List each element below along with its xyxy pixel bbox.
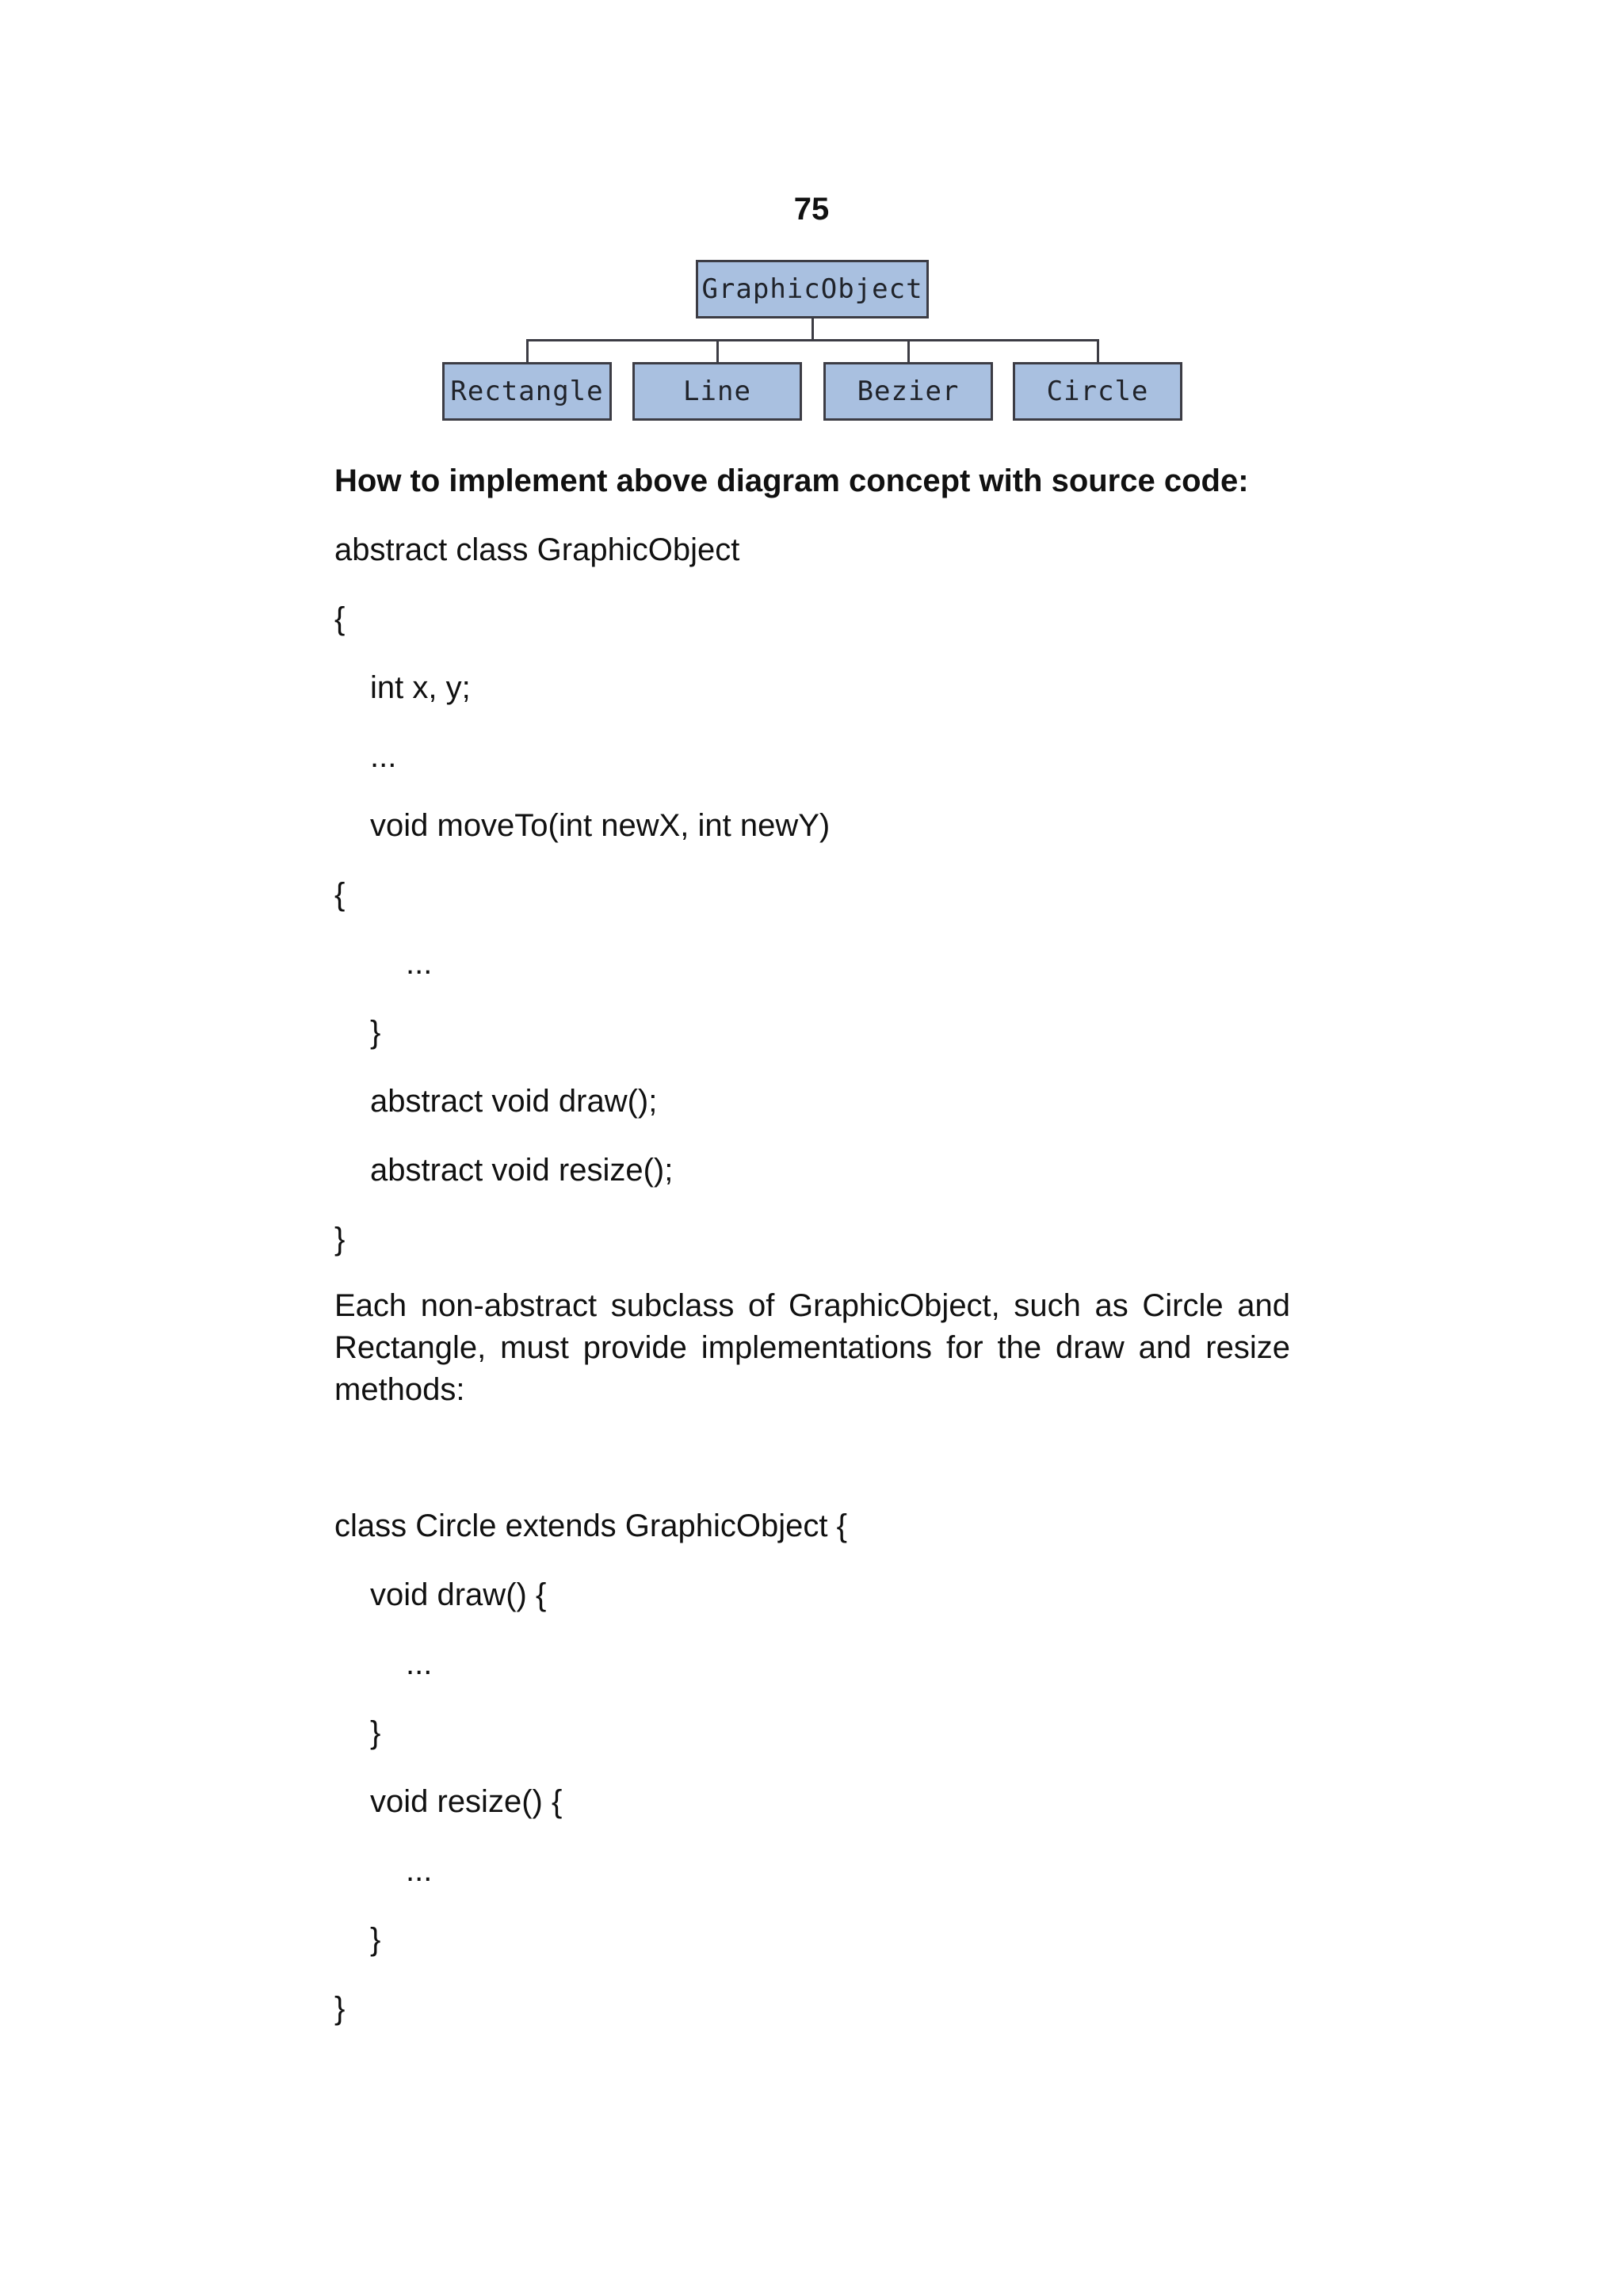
code-line: void draw() {: [370, 1577, 547, 1612]
code-line: ...: [406, 946, 433, 981]
code-line: }: [370, 1922, 381, 1957]
connector-circle: [1097, 339, 1099, 363]
connector-root-stem: [812, 317, 814, 341]
connector-rectangle: [526, 339, 529, 363]
code-line: ...: [406, 1646, 433, 1681]
code-line: void moveTo(int newX, int newY): [370, 808, 831, 843]
code-line: int x, y;: [370, 670, 471, 705]
code-line: ...: [406, 1853, 433, 1888]
section-heading: How to implement above diagram concept with source code:: [334, 463, 1249, 498]
code-line: {: [334, 601, 346, 636]
code-line: }: [334, 1991, 346, 2026]
code-line: class Circle extends GraphicObject {: [334, 1508, 847, 1543]
node-line: Line: [632, 362, 802, 421]
page-number: 75: [793, 192, 830, 227]
code-line: abstract class GraphicObject: [334, 532, 740, 567]
node-bezier: Bezier: [823, 362, 993, 421]
code-line: abstract void draw();: [370, 1084, 658, 1119]
code-line: {: [334, 877, 346, 912]
code-line: void resize() {: [370, 1784, 563, 1819]
connector-line: [716, 339, 719, 363]
code-line: abstract void resize();: [370, 1153, 674, 1188]
connector-horizontal-bar: [526, 339, 1098, 341]
code-line: }: [370, 1715, 381, 1750]
code-line: }: [334, 1222, 346, 1257]
class-hierarchy-diagram: [0, 0, 1623, 444]
node-rectangle: Rectangle: [442, 362, 612, 421]
node-graphicobject: GraphicObject: [696, 260, 929, 318]
code-line: }: [370, 1015, 381, 1050]
connector-bezier: [907, 339, 910, 363]
body-paragraph: Each non-abstract subclass of GraphicObject, such as Circle and Rectangle, must provide implementations for the draw and resize methods:: [334, 1288, 1290, 1407]
node-circle: Circle: [1013, 362, 1182, 421]
code-line: ...: [370, 739, 397, 774]
